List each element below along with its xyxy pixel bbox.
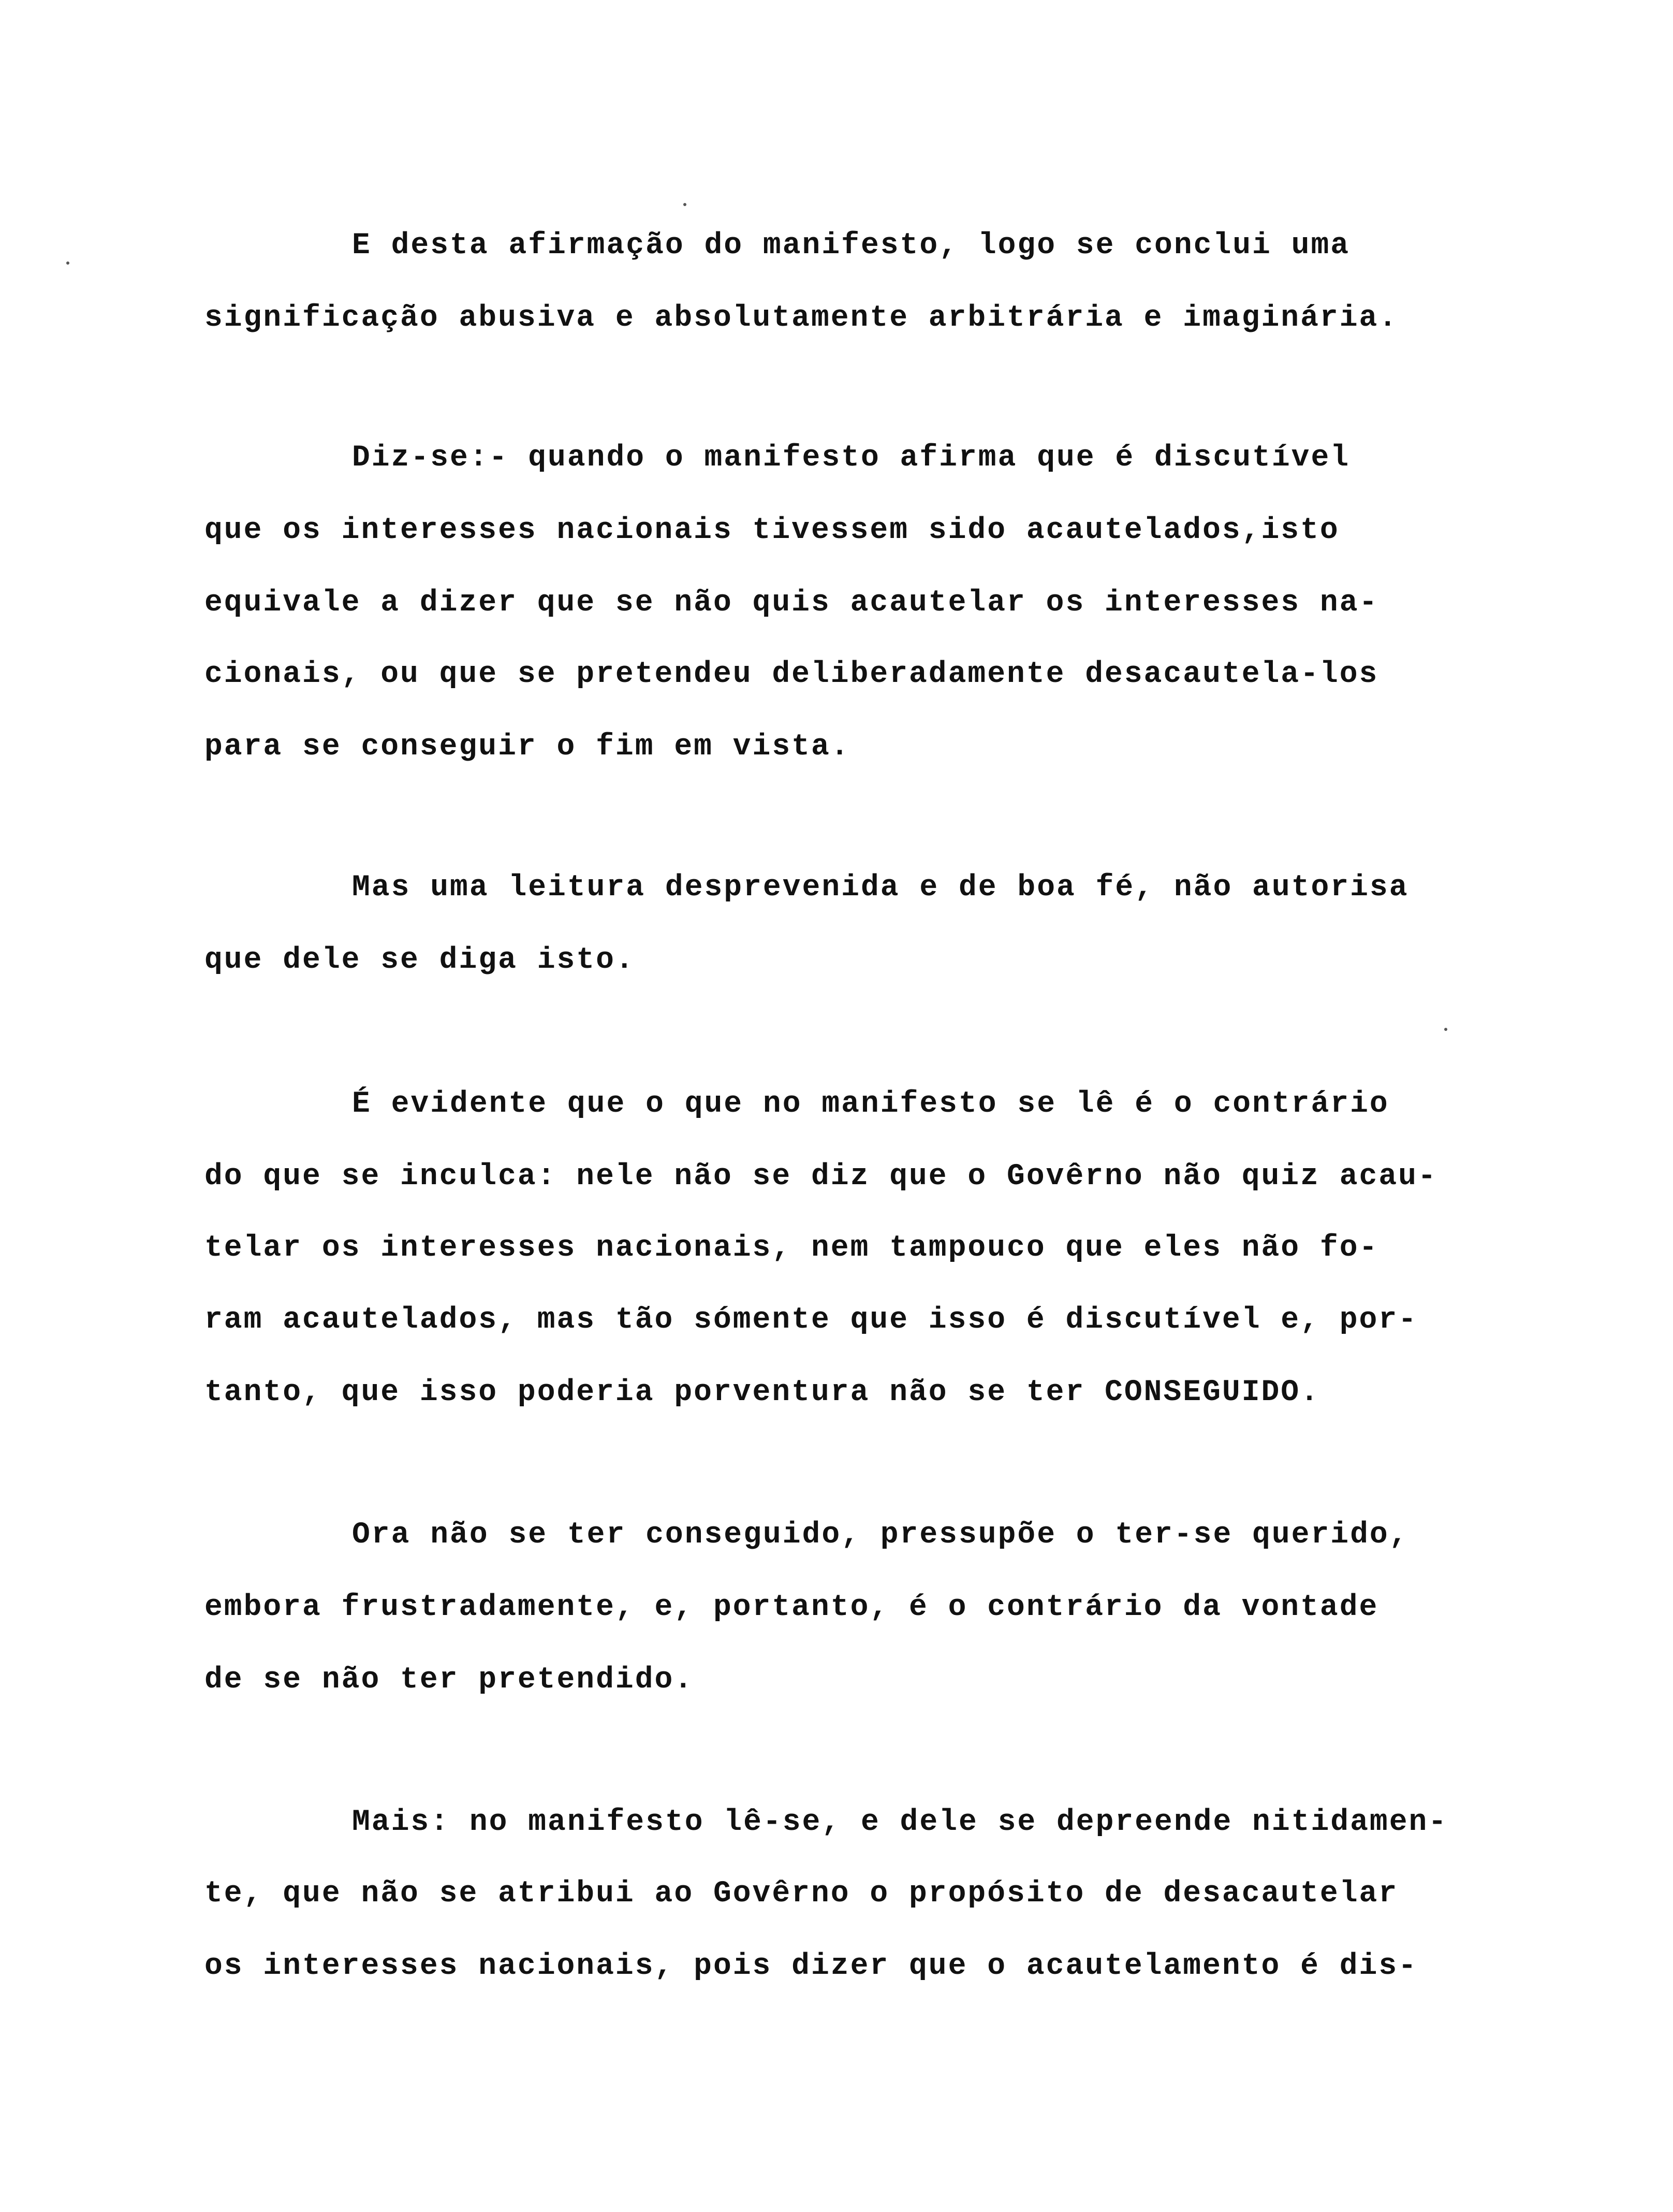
- text-line: de se não ter pretendido.: [204, 1663, 694, 1697]
- text-line: cionais, ou que se pretendeu deliberadamente desacautela-los: [204, 658, 1379, 691]
- text-line: E desta afirmação do manifesto, logo se conclui uma: [352, 229, 1351, 263]
- text-line: que os interesses nacionais tivessem sido acautelados,isto: [204, 514, 1340, 547]
- text-line: Mais: no manifesto lê-se, e dele se depreende nitidamen-: [352, 1806, 1448, 1839]
- text-line: significação abusiva e absolutamente arbitrária e imaginária.: [204, 301, 1399, 335]
- text-line: Diz-se:- quando o manifesto afirma que é discutível: [352, 441, 1351, 475]
- text-line: equivale a dizer que se não quis acautelar os interesses na-: [204, 586, 1379, 620]
- ink-speck: [1444, 1028, 1447, 1031]
- text-line: te, que não se atribui ao Govêrno o propósito de desacautelar: [204, 1877, 1399, 1911]
- text-line: Ora não se ter conseguido, pressupõe o ter-se querido,: [352, 1518, 1409, 1552]
- text-line: Mas uma leitura desprevenida e de boa fé, não autorisa: [352, 871, 1409, 905]
- text-line: que dele se diga isto.: [204, 943, 635, 977]
- text-line: É evidente que o que no manifesto se lê é o contrário: [352, 1087, 1389, 1121]
- text-line: embora frustradamente, e, portanto, é o contrário da vontade: [204, 1591, 1379, 1624]
- text-line: tanto, que isso poderia porventura não se ter CONSEGUIDO.: [204, 1376, 1320, 1409]
- text-line: os interesses nacionais, pois dizer que o acautelamento é dis-: [204, 1949, 1418, 1983]
- ink-speck: [683, 203, 686, 206]
- text-line: ram acautelados, mas tão sómente que isso é discutível e, por-: [204, 1303, 1418, 1337]
- ink-speck: [66, 261, 69, 265]
- text-line: do que se inculca: nele não se diz que o Govêrno não quiz acau-: [204, 1160, 1437, 1194]
- text-line: telar os interesses nacionais, nem tampouco que eles não fo-: [204, 1231, 1379, 1265]
- text-line: para se conseguir o fim em vista.: [204, 730, 850, 764]
